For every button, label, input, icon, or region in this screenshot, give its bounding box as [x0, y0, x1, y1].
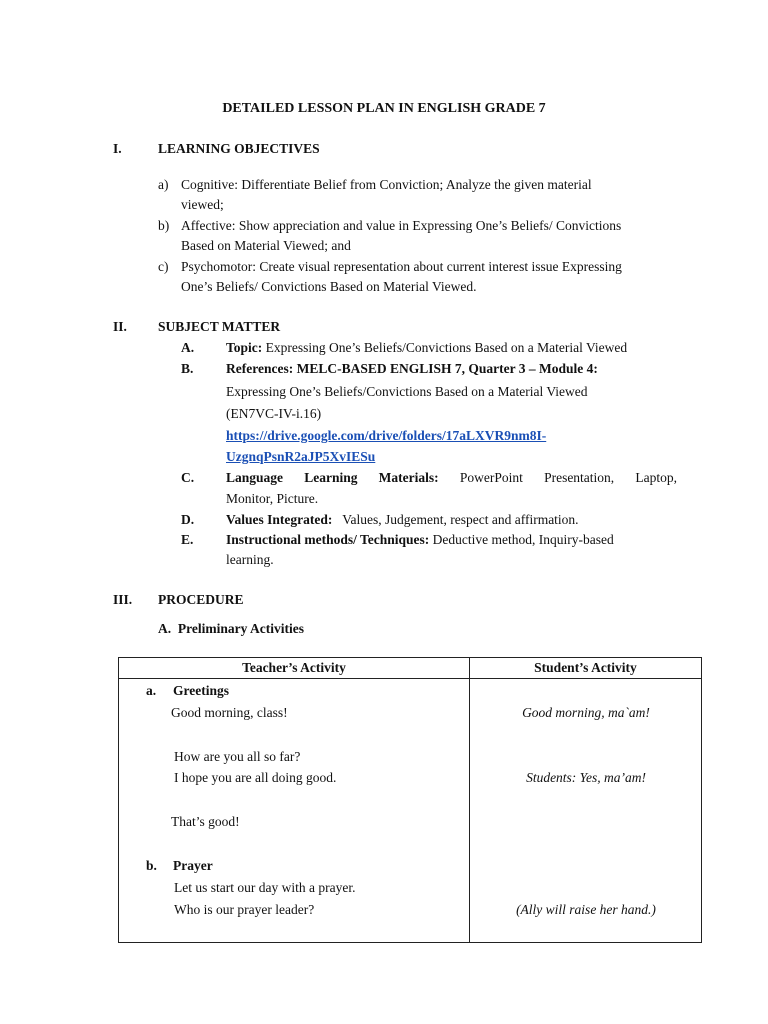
item-letter: E. [181, 532, 194, 547]
subsection-heading: A. Preliminary Activities [158, 621, 304, 636]
objective-letter: a) [158, 177, 169, 192]
topic-value: Expressing One’s Beliefs/Convictions Based on a Material Viewed [262, 340, 628, 355]
teacher-line: Good morning, class! [171, 705, 288, 720]
references-label: References: MELC-BASED ENGLISH 7, Quarter 3 – Module 4: [226, 361, 598, 376]
column-header-student: Student’s Activity [470, 658, 702, 679]
student-response: (Ally will raise her hand.) [516, 902, 656, 917]
values-value: Values, Judgement, respect and affirmation. [332, 512, 579, 527]
teacher-line: How are you all so far? [174, 749, 301, 764]
student-cell [470, 679, 702, 943]
section-numeral: I. [113, 141, 122, 156]
methods-label: Instructional methods/ Techniques: [226, 532, 430, 547]
objective-letter: c) [158, 259, 169, 274]
reference-link[interactable]: UzgnqPsnR2aJP5XvIESu [226, 449, 376, 464]
section-numeral: II. [113, 319, 127, 334]
table-row [119, 679, 702, 943]
greetings-heading: Greetings [173, 683, 229, 698]
references-text: Expressing One’s Beliefs/Convictions Based on a Material Viewed [226, 384, 588, 399]
item-letter: A. [181, 340, 195, 355]
teacher-line: Let us start our day with a prayer. [174, 880, 356, 895]
materials-line [226, 468, 677, 489]
objective-text: Cognitive: Differentiate Belief from Conviction; Analyze the given material [181, 177, 592, 192]
student-response: Good morning, ma`am! [522, 705, 650, 720]
reference-link[interactable]: https://drive.google.com/drive/folders/17aLXVR9nm8I- [226, 428, 547, 443]
section-heading: LEARNING OBJECTIVES [158, 141, 320, 156]
item-letter: D. [181, 512, 195, 527]
values-label: Values Integrated: [226, 512, 333, 527]
item-letter: B. [181, 361, 194, 376]
page-title: DETAILED LESSON PLAN IN ENGLISH GRADE 7 [222, 101, 546, 116]
activity-table [118, 657, 702, 943]
objective-text: Based on Material Viewed; and [181, 238, 351, 253]
materials-label: Language Learning Materials: [226, 470, 439, 485]
materials-text: Monitor, Picture. [226, 491, 319, 506]
teacher-line: I hope you are all doing good. [174, 770, 337, 785]
item-letter: C. [181, 470, 195, 485]
column-header-teacher: Teacher’s Activity [119, 658, 470, 679]
methods-line [226, 530, 614, 551]
teacher-cell [119, 679, 470, 943]
objective-text: Psychomotor: Create visual representation about current interest issue Expressing [181, 259, 622, 274]
topic-label: Topic: [226, 340, 263, 355]
greetings-letter: a. [146, 683, 157, 698]
methods-text: learning. [226, 552, 274, 567]
values-line [226, 510, 579, 531]
section-numeral: III. [113, 592, 133, 607]
objective-text: Affective: Show appreciation and value in Expressing One’s Beliefs/ Convictions [181, 218, 622, 233]
table-header-row [119, 658, 702, 679]
materials-value: PowerPoint Presentation, Laptop, [438, 470, 677, 485]
section-heading: SUBJECT MATTER [158, 319, 281, 334]
student-response: Students: Yes, ma’am! [526, 770, 646, 785]
methods-value: Deductive method, Inquiry-based [429, 532, 614, 547]
teacher-line: That’s good! [171, 814, 240, 829]
objective-text: One’s Beliefs/ Convictions Based on Material Viewed. [181, 279, 477, 294]
prayer-letter: b. [146, 858, 157, 873]
references-code: (EN7VC-IV-i.16) [226, 406, 322, 421]
topic-line [226, 338, 627, 359]
teacher-line: Who is our prayer leader? [174, 902, 315, 917]
objective-letter: b) [158, 218, 170, 233]
prayer-heading: Prayer [173, 858, 213, 873]
section-heading: PROCEDURE [158, 592, 244, 607]
objective-text: viewed; [181, 197, 224, 212]
